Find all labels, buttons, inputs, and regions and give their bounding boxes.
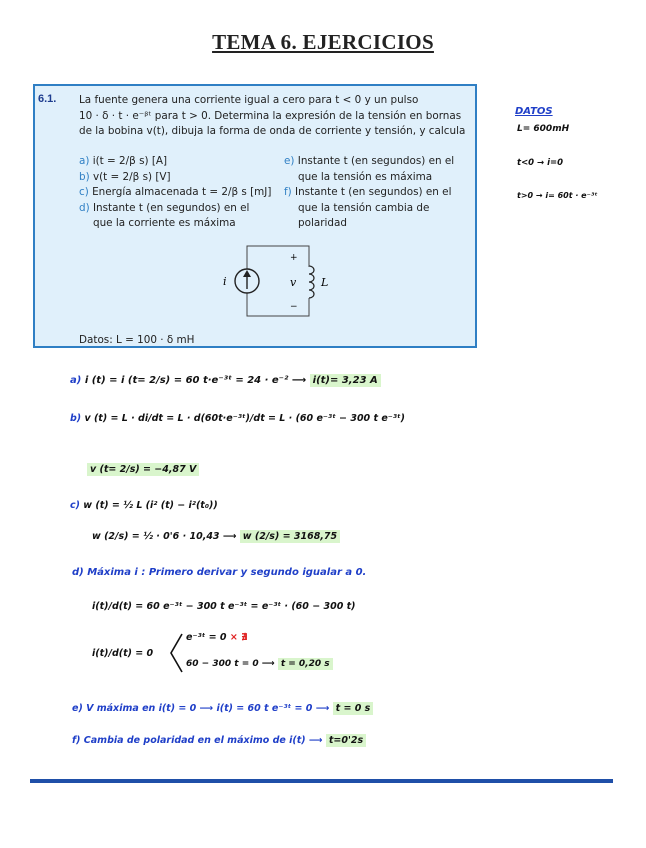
problem-number: 6.1. xyxy=(38,93,57,105)
solution-b: b) v (t) = L · di/dt = L · d(60t·e⁻³ᵗ)/dt = L · (60 e⁻³ᵗ − 300 t e⁻³ᵗ) xyxy=(70,413,405,424)
solution-d-case1: e⁻³ᵗ = 0 × ∄ xyxy=(186,632,248,643)
items-right xyxy=(284,154,472,232)
source-label: i xyxy=(223,275,227,288)
solution-f: f) Cambia de polaridad en el máximo de i(t) ⟶ t=0'2s xyxy=(72,735,366,746)
items-left xyxy=(79,154,279,232)
item-e-cont: que la tensión es máxima xyxy=(298,170,433,183)
statement-line: La fuente genera una corriente igual a cero para t < 0 y un pulso xyxy=(79,94,419,106)
page-title: TEMA 6. EJERCICIOS xyxy=(212,30,434,54)
solution-d-case2: 60 − 300 t = 0 ⟶ t = 0,20 s xyxy=(186,659,333,669)
no-solution-mark: × ∄ xyxy=(229,632,248,643)
case-brace-icon xyxy=(168,632,184,674)
solution-d-line1: i(t)/d(t) = 60 e⁻³ᵗ − 300 t e⁻³ᵗ = e⁻³ᵗ · (60 − 300 t) xyxy=(92,601,356,612)
notes-line: L= 600mH xyxy=(517,124,570,134)
solution-e-result: t = 0 s xyxy=(333,702,374,715)
solution-d-result: t = 0,20 s xyxy=(278,658,333,670)
item-f: f) Instante t (en segundos) en el xyxy=(284,186,452,198)
item-f-cont2: polaridad xyxy=(298,217,347,229)
notes-line: t<0 → i=0 xyxy=(517,158,564,168)
solution-e: e) V máxima en i(t) = 0 ⟶ i(t) = 60 t e⁻³ᵗ = 0 ⟶ t = 0 s xyxy=(72,703,373,714)
item-c: c) Energía almacenada t = 2/β s [mJ] xyxy=(79,186,272,198)
inductor-icon xyxy=(309,266,314,298)
item-f-cont: que la tensión cambia de xyxy=(298,201,430,214)
problem-datos: Datos: L = 100 · δ mH xyxy=(79,334,195,346)
solution-c-line2: w (2/s) = ½ · 0'6 · 10,43 ⟶ w (2/s) = 3168,75 xyxy=(92,531,340,542)
statement-line: 10 · δ · t · e⁻ᵝᵗ para t > 0. Determina la expresión de la tensión en bornas xyxy=(79,109,462,122)
solution-d-title: d) Máxima i : Primero derivar y segundo igualar a 0. xyxy=(72,567,367,578)
minus-sign: − xyxy=(290,302,298,312)
notes-line: t>0 → i= 60t · e⁻³ᵗ xyxy=(517,191,598,200)
voltage-label: v xyxy=(290,276,297,289)
item-a: a) i(t = 2/β s) [A] xyxy=(79,155,168,167)
item-e: e) Instante t (en segundos) en el xyxy=(284,155,455,167)
bottom-rule xyxy=(30,779,613,783)
solution-f-result: t=0'2s xyxy=(326,734,366,747)
statement-line: de la bobina v(t), dibuja la forma de onda de corriente y tensión, y calcula xyxy=(79,125,466,137)
solution-a-result: i(t)= 3,23 A xyxy=(310,374,381,387)
circuit-diagram xyxy=(210,238,340,324)
solution-b-result: v (t= 2/s) = −4,87 V xyxy=(87,463,199,476)
problem-statement xyxy=(79,93,473,140)
item-d: d) Instante t (en segundos) en el xyxy=(79,201,250,214)
solution-d-case-lhs: i(t)/d(t) = 0 xyxy=(92,648,154,659)
notes-datos-title: DATOS xyxy=(515,106,553,117)
solution-c: c) w (t) = ½ L (i² (t) − i²(t₀)) xyxy=(70,500,218,511)
solution-c-result: w (2/s) = 3168,75 xyxy=(240,530,340,543)
solution-a: a) i (t) = i (t= 2/s) = 60 t·e⁻³ᵗ = 24 · e⁻² ⟶ i(t)= 3,23 A xyxy=(70,375,381,386)
inductor-label: L xyxy=(321,276,329,289)
item-b: b) v(t = 2/β s) [V] xyxy=(79,170,171,183)
plus-sign: + xyxy=(290,253,298,263)
item-d-cont: que la corriente es máxima xyxy=(93,217,236,229)
